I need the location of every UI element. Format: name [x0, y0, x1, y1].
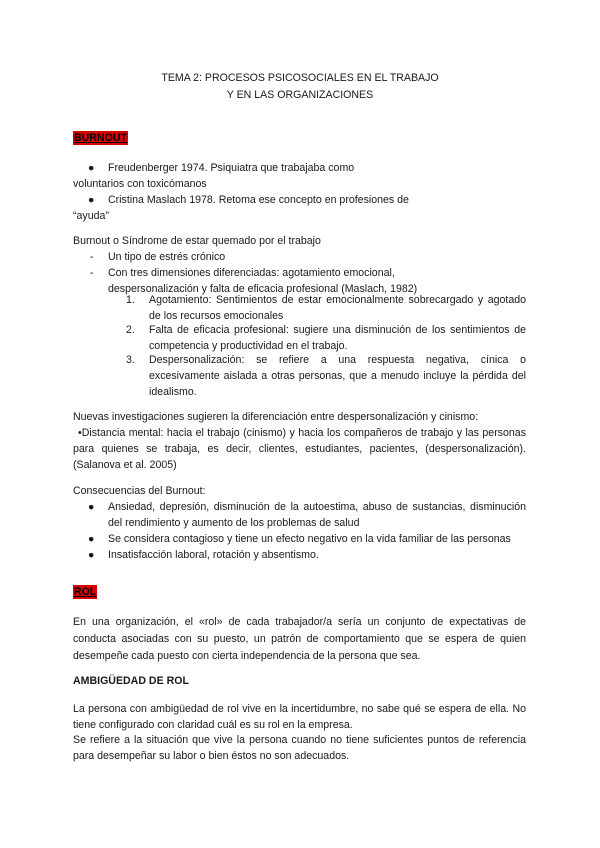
rol-heading-row: [73, 584, 526, 600]
consequence-item: [73, 531, 526, 547]
bullet-icon: ●: [88, 162, 95, 174]
title-line-2: Y EN LAS ORGANIZACIONES: [226, 89, 374, 101]
bullet-icon: ●: [88, 533, 95, 545]
dash-continuation: despersonalización y falta de eficacia profesional (Maslach, 1982): [108, 283, 418, 295]
page-title: [0, 70, 600, 104]
dimension-number: 2.: [126, 324, 135, 336]
dash-item: [73, 265, 526, 281]
dash-mark: -: [90, 251, 94, 263]
consequence-text: Insatisfacción laboral, rotación y absentismo.: [108, 549, 319, 561]
dimension-item: [73, 322, 526, 354]
burnout-definition: Burnout o Síndrome de estar quemado por el trabajo: [73, 235, 321, 247]
burnout-heading-row: [73, 130, 526, 146]
author-line: Freudenberger 1974. Psiquiatra que trabajaba como: [108, 162, 355, 174]
dimension-text: Falta de eficacia profesional: sugiere una disminución de los sentimientos de competencia y productividad en el trabajo.: [149, 324, 526, 352]
author-item: [73, 192, 526, 208]
author-continuation: “ayuda”: [73, 210, 109, 222]
distance-text: •Distancia mental: hacia el trabajo (cinismo) y hacia los compañeros de trabajo y las personas para quienes se trabaja, es decir, clientes, estudiantes, pacientes, (despersonalización). (Salanova et al. 2005): [73, 427, 526, 471]
dimension-item: [73, 352, 526, 400]
dimension-text: Despersonalización: se refiere a una respuesta negativa, cínica o excesivamente aislada a otras personas, que a menudo incluye la pérdida del idealismo.: [149, 354, 526, 398]
author-continuation: voluntarios con toxicómanos: [73, 178, 207, 190]
consequences-block: [73, 483, 526, 563]
dimensions-list: [73, 292, 526, 400]
burnout-definition-block: [73, 233, 526, 297]
dimension-text: Agotamiento: Sentimientos de estar emocionalmente sobrecargado y agotado de los recursos emocionales: [149, 294, 526, 322]
dash-text: Con tres dimensiones diferenciadas: agotamiento emocional,: [108, 267, 395, 279]
ambiguedad-paragraph-2: Se refiere a la situación que vive la persona cuando no tiene suficientes puntos de referencia para desempeñar su labor o bien éstos no son adecuados.: [73, 734, 526, 762]
bullet-icon: ●: [88, 549, 95, 561]
dash-text: Un tipo de estrés crónico: [108, 251, 226, 263]
consequence-item: [73, 547, 526, 563]
new-research-text: Nuevas investigaciones sugieren la diferenciación entre despersonalización y cinismo:: [73, 411, 479, 423]
consequence-item: [73, 499, 526, 531]
dash-item: [73, 249, 526, 265]
ambiguedad-paragraph-1: La persona con ambigüedad de rol vive en la incertidumbre, no sabe qué se espera de ella. No tiene configurado con claridad cuál es su rol en la empresa.: [73, 703, 526, 731]
consequences-title: Consecuencias del Burnout:: [73, 485, 206, 497]
bullet-icon: ●: [88, 194, 95, 206]
new-research-block: [73, 409, 526, 473]
author-item: [73, 160, 526, 176]
dimension-item: [73, 292, 526, 324]
burnout-heading: BURNOUT: [74, 132, 127, 144]
ambiguedad-heading: AMBIGÜEDAD DE ROL: [73, 675, 189, 687]
consequence-text: Ansiedad, depresión, disminución de la autoestima, abuso de sustancias, disminución del rendimiento y aumento de los problemas de salud: [108, 501, 526, 529]
consequence-text: Se considera contagioso y tiene un efecto negativo en la vida familiar de las personas: [108, 533, 511, 545]
rol-heading: ROL: [74, 586, 97, 598]
dimension-number: 1.: [126, 294, 135, 306]
author-line: Cristina Maslach 1978. Retoma ese concepto en profesiones de: [108, 194, 409, 206]
rol-text: En una organización, el «rol» de cada trabajador/a sería un conjunto de expectativas de conducta asociadas con su puesto, un patrón de comportamiento que se espera de quien desempeñe cada puesto con cierta independencia de la persona que sea.: [73, 616, 526, 662]
title-line-1: TEMA 2: PROCESOS PSICOSOCIALES EN EL TRABAJO: [161, 72, 439, 84]
burnout-authors: [73, 160, 526, 224]
bullet-icon: ●: [88, 501, 95, 513]
dash-mark: -: [90, 267, 94, 279]
dimension-number: 3.: [126, 354, 135, 366]
